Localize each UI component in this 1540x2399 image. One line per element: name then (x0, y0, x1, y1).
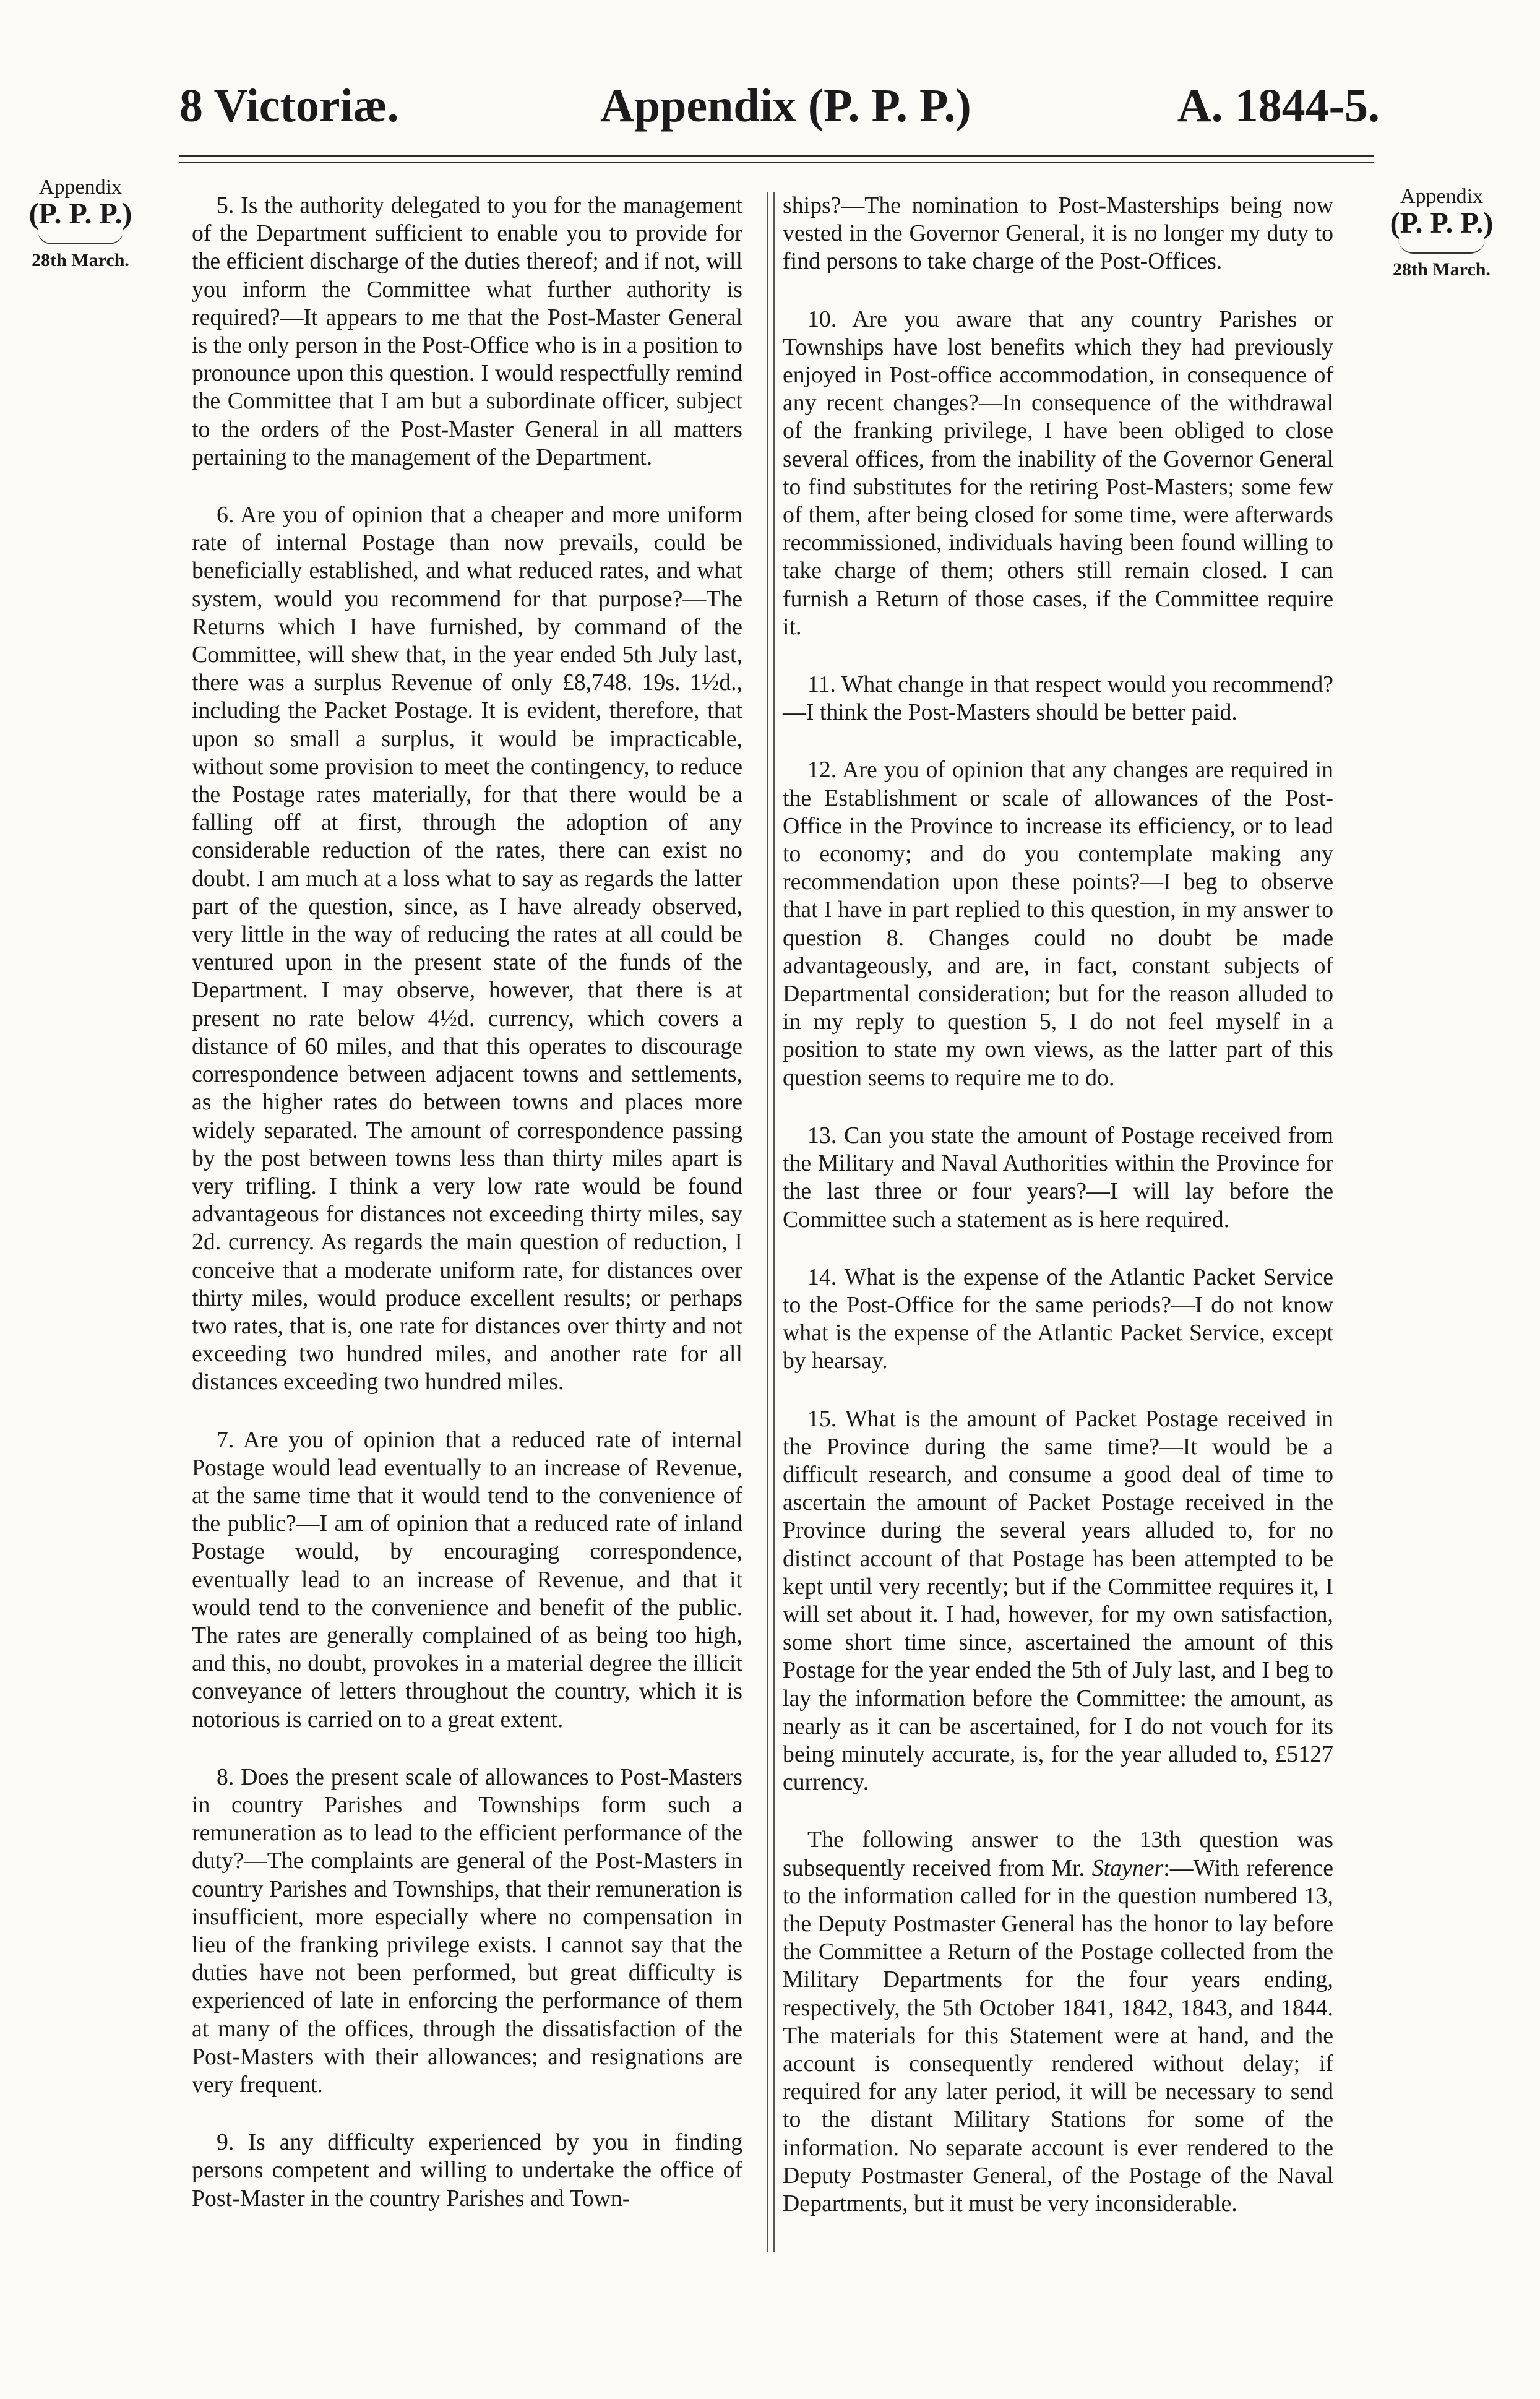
question-12: 12. Are you of opinion that any changes are required in the Establishment or scale of allowances of the Post-Office in the Province to increase its efficiency, or to lead to economy; and do you contemplate making any recommendation upon these points?—I beg to observe that I have in part replied to this question, in my answer to question 8. Changes could no doubt be made advantageously, and are, in fact, constant subjects of Departmental consideration; but for the reason alluded to in my reply to question 5, I do not feel myself in a position to state my own views, as the latter part of this question seems to require me to do. (783, 757, 1333, 1091)
question-6: 6. Are you of opinion that a cheaper and more uniform rate of internal Postage than now prevails, could be beneficially established, and what reduced rates, and what system, would you recommend for that purpose?—The Returns which I have furnished, by command of the Committee, will shew that, in the year ended 5th July last, there was a surplus Revenue of only £8,748. 19s. 1½d., including the Packet Postage. It is evident, therefore, that upon so small a surplus, it would be impracticable, without some provision to meet the contingency, to reduce the Postage rates materially, for that there would be a falling off at first, through the adoption of any considerable reduction of the rates, there can exist no doubt. I am much at a loss what to say as regards the latter part of the question, since, as I have already observed, very little in the way of reducing the rates at all could be ventured upon in the present state of the funds of the Department. I may observe, however, that there is at present no rate below 4½d. currency, which covers a distance of 60 miles, and that this operates to discourage correspondence between adjacent towns and settlements, as the higher rates do between towns and places more widely separated. The amount of correspondence passing by the post between towns less than thirty miles apart is very trifling. I think a very low rate would be found advantageous for distances not exceeding thirty miles, say 2d. currency. As regards the main question of reduction, I conceive that a moderate uniform rate, for distances over thirty miles, would produce excellent results; or perhaps two rates, that is, one rate for distances over thirty and not exceeding two hundred miles, and another rate for all distances exceeding two hundred miles. (192, 502, 742, 1395)
margin-appendix-label: Appendix (1400, 185, 1484, 208)
header-rule (179, 155, 1374, 157)
margin-appendix-code: (P. P. P.) (28, 197, 132, 230)
margin-brace (1398, 239, 1485, 254)
margin-brace (37, 230, 124, 244)
page-header (167, 79, 1380, 147)
margin-appendix-label: Appendix (38, 176, 123, 199)
header-year: A. 1844-5. (1177, 80, 1380, 132)
question-15: 15. What is the amount of Packet Postage received in the Province during the same time?—It would be a difficult research, and consume a good deal of time to ascertain the amount of Packet Postage received in the Province during the several years alluded to, for no distinct account of that Postage has been attempted to be kept until very recently; but if the Committee requires it, I will set about it. I had, however, for my own satisfaction, some short time since, ascertained the amount of this Postage for the year ended the 5th of July last, and I beg to lay the information before the Committee: the amount, as nearly as it can be ascertained, for I do not vouch for its being minutely accurate, is, for the year alluded to, £5127 currency. (783, 1405, 1333, 1796)
question-8: 8. Does the present scale of allowances to Post-Masters in country Parishes and Townships form such a remuneration as to lead to the efficient performance of the duty?—The complaints are general of the Post-Masters in country Parishes and Townships, that their remuneration is insufficient, more especially where no compensation in lieu of the franking privilege exists. I cannot say that the duties have not been performed, but great difficulty is experienced of late in enforcing the performance of them at many of the offices, through the dissatisfaction of the Post-Masters with their allowances; and resignations are very frequent. (192, 1764, 742, 2098)
column-divider (767, 192, 768, 2252)
margin-appendix-code: (P. P. P.) (1390, 206, 1494, 239)
margin-date: 28th March. (32, 250, 129, 271)
column-divider-second (773, 192, 775, 2252)
header-appendix: Appendix (P. P. P.) (600, 80, 971, 132)
header-session: 8 Victoriæ. (179, 80, 399, 132)
margin-note-right (1386, 186, 1497, 280)
closing-name: Stayner (1091, 1854, 1164, 1881)
margin-note-left (25, 176, 136, 270)
question-9: 9. Is any difficulty experienced by you in finding persons competent and willing to undertake the office of Post-Master in the country Parishes and Town- (192, 2129, 742, 2212)
question-14: 14. What is the expense of the Atlantic Packet Service to the Post-Office for the same periods?—I do not know what is the expense of the Atlantic Packet Service, except by hearsay. (783, 1264, 1333, 1374)
question-13: 13. Can you state the amount of Postage received from the Military and Naval Authorities within the Province for the last three or four years?—I will lay before the Committee such a statement as is here required. (783, 1122, 1333, 1233)
left-column (192, 192, 742, 2252)
closing-text-after: :—With reference to the information called for in the question numbered 13, the Deputy Postmaster General has the honor to lay before the Committee a Return of the Postage collected from the Military Departments for the four years ending, respectively, the 5th October 1841, 1842, 1843, and 1844. The materials for this Statement were at hand, and the account is consequently rendered without delay; if required for any later period, it will be necessary to send to the distant Military Stations for some of the information. No separate account is ever rendered to the Deputy Postmaster General, of the Postage of the Naval Departments, but it must be very inconsiderable. (783, 1854, 1333, 2216)
right-column (783, 192, 1333, 2252)
question-7: 7. Are you of opinion that a reduced rate of internal Postage would lead eventually to an increase of Revenue, at the same time that it would tend to the convenience of the public?—I am of opinion that a reduced rate of inland Postage would, by encouraging correspondence, eventually lead to an increase of Revenue, and that it would tend to the convenience and benefit of the public. The rates are generally complained of as being too high, and this, no doubt, provokes in a material degree the illicit conveyance of letters throughout the country, which it is notorious is carried on to a great extent. (192, 1426, 742, 1733)
question-11: 11. What change in that respect would you recommend?—I think the Post-Masters should be better paid. (783, 671, 1333, 726)
question-5: 5. Is the authority delegated to you for the management of the Department sufficient to enable you to provide for the efficient discharge of the duties thereof; and if not, will you inform the Committee what further authority is required?—It appears to me that the Post-Master General is the only person in the Post-Office who is in a position to pronounce upon this question. I would respectfully remind the Committee that I am but a subordinate officer, subject to the orders of the Post-Master General in all matters pertaining to the management of the Department. (192, 192, 742, 470)
closing-text-before: The following answer to the 13th question was subsequently received from Mr. (783, 1827, 1333, 1881)
question-10: 10. Are you aware that any country Parishes or Townships have lost benefits which they had previously enjoyed in Post-office accommodation, in consequence of any recent changes?—In consequence of the withdrawal of the franking privilege, I have been obliged to close several offices, from the inability of the Governor General to find substitutes for the retiring Post-Masters; some few of them, after being closed for some time, were afterwards recommissioned, individuals having been found willing to take charge of them; others still remain closed. I can furnish a Return of those cases, if the Committee require it. (783, 306, 1333, 640)
closing-paragraph (783, 1826, 1333, 2218)
margin-date: 28th March. (1393, 259, 1491, 280)
header-rule-thin (179, 162, 1374, 163)
question-9-continued: ships?—The nomination to Post-Masterships being now vested in the Governor General, it is no longer my duty to find persons to take charge of the Post-Offices. (783, 192, 1333, 275)
